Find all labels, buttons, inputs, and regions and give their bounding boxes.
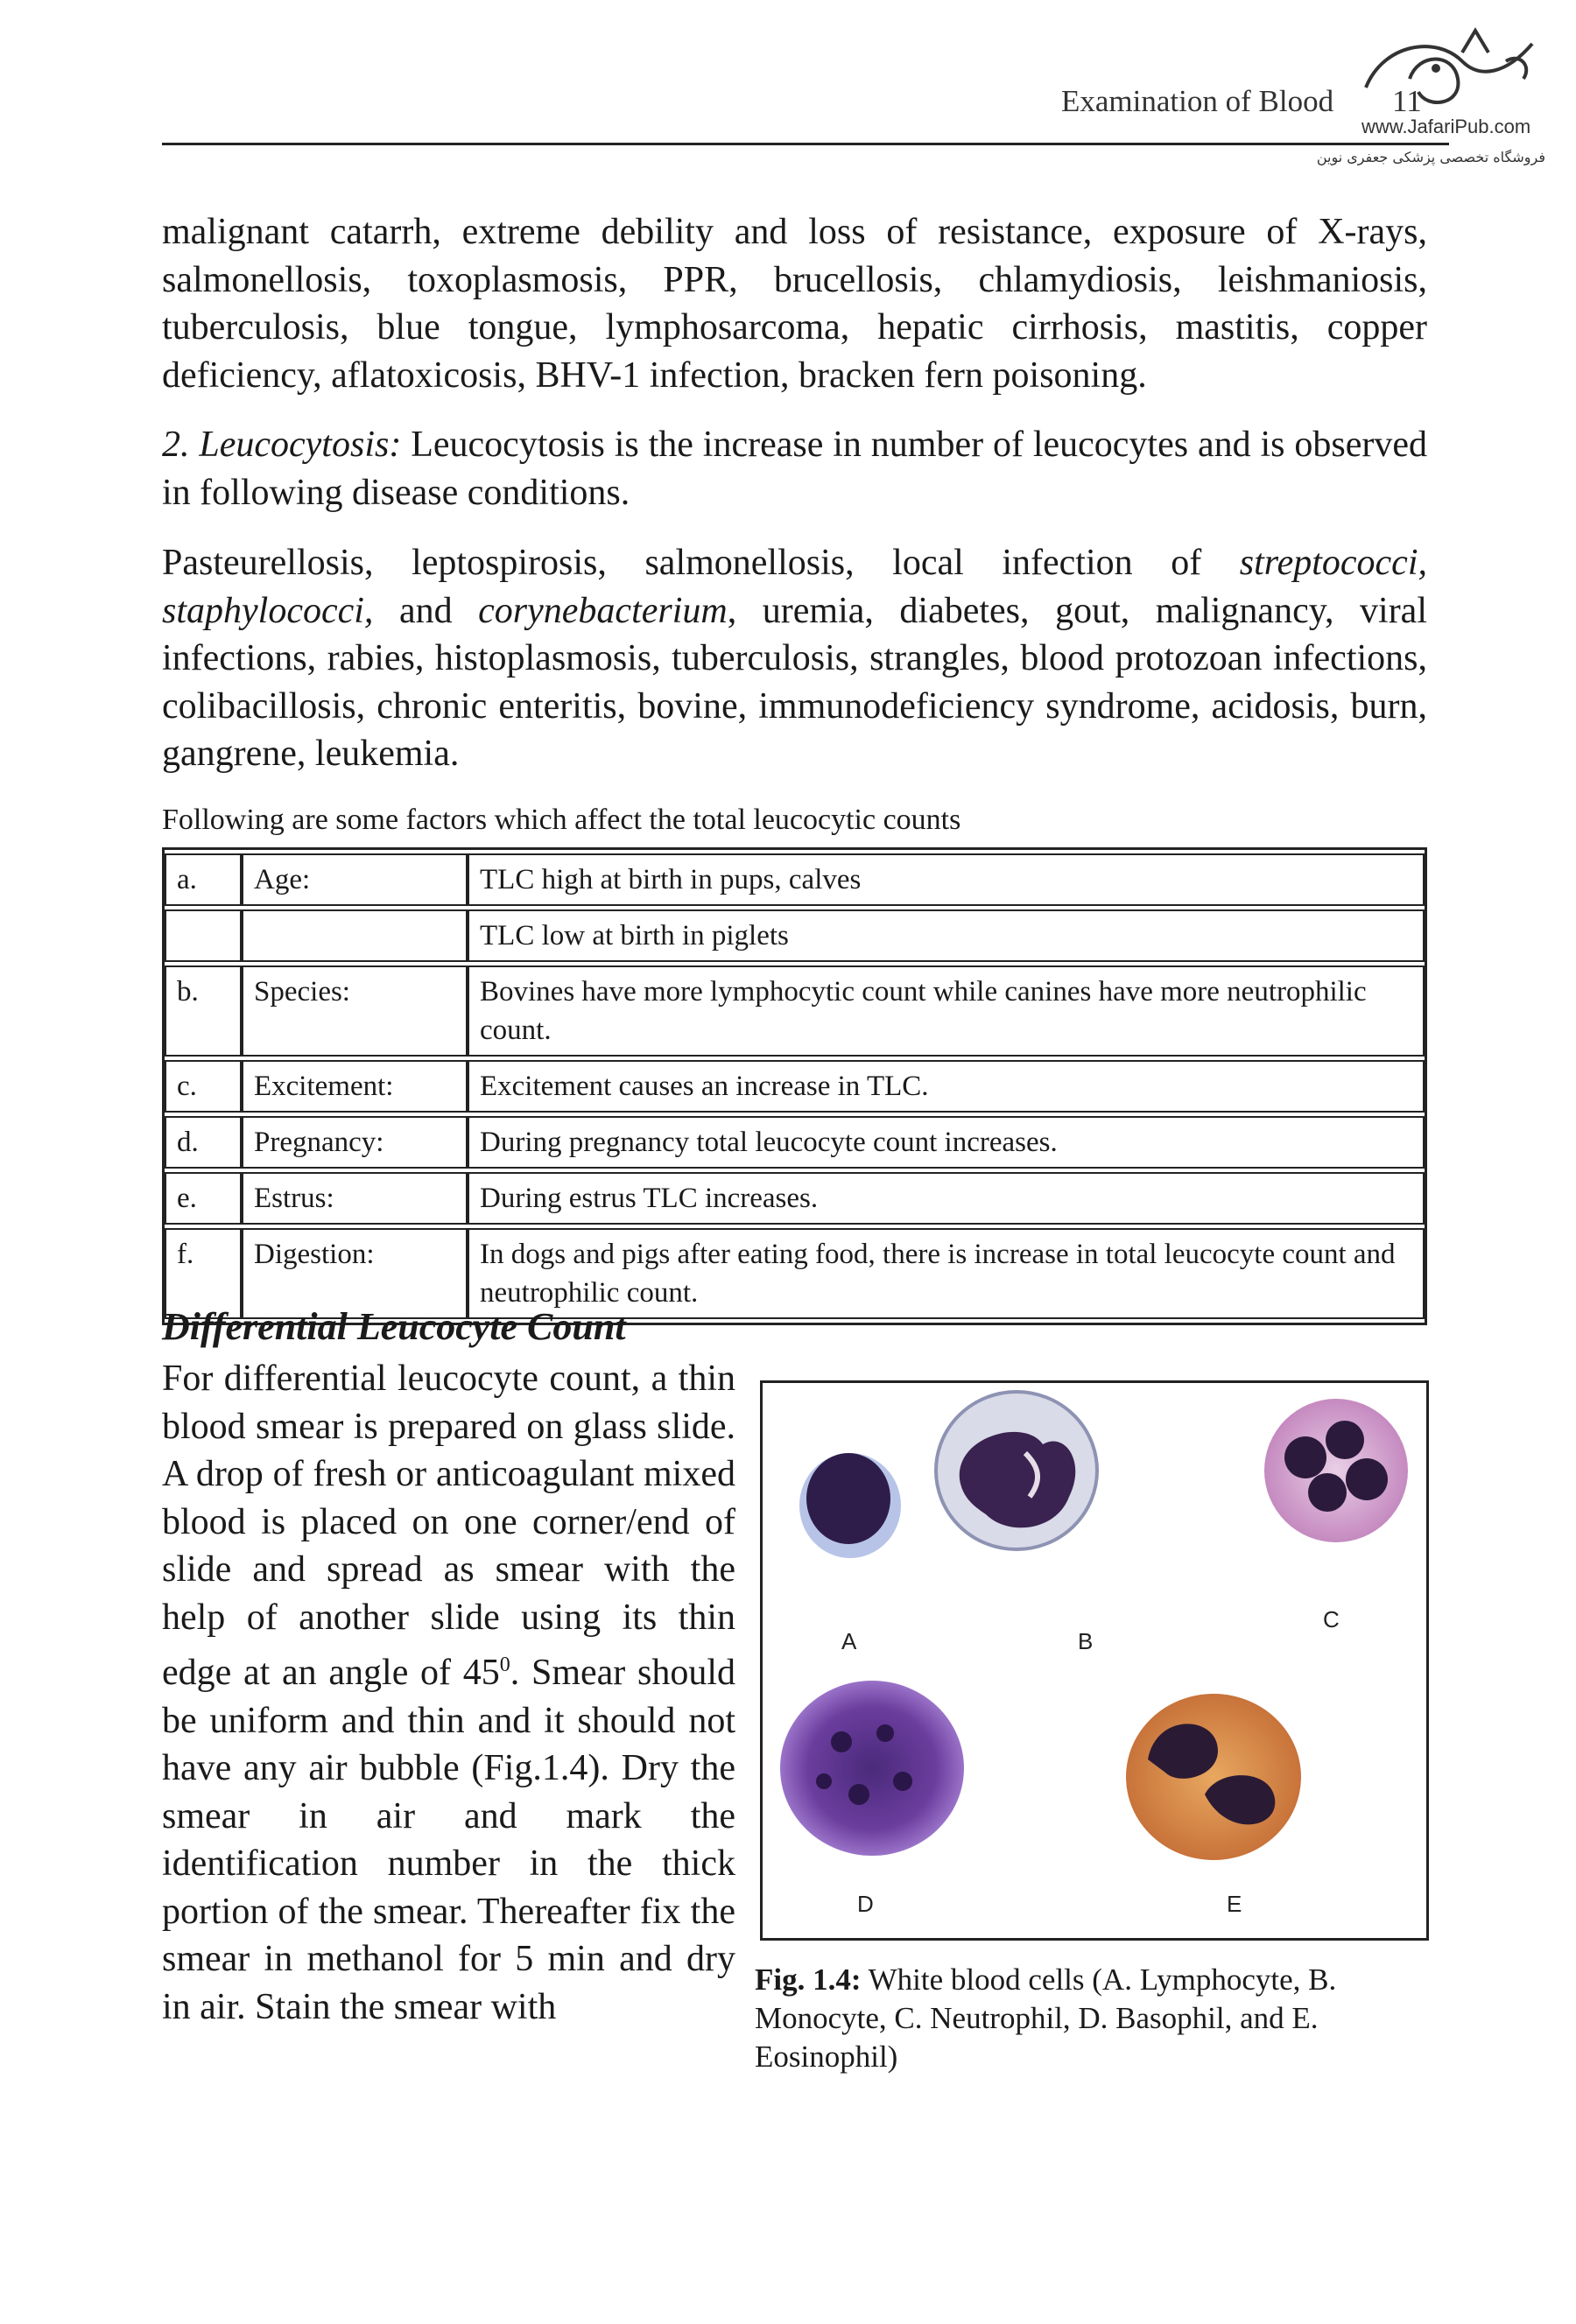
conditions-text-3: , uremia, diabetes, gout, malignancy, viral infections, rabies, histoplasmosis, tuberculosis, strangles, blood protozoan infections, colibacillosis, chronic enteritis, bovine, immunodeficiency syndrome, acidosis, burn, gangrene, leukemia. bbox=[162, 590, 1427, 774]
degree-superscript: 0 bbox=[499, 1653, 510, 1676]
tlc-factors-table bbox=[162, 847, 1427, 1325]
row-factor: Species: bbox=[242, 965, 468, 1057]
figure-caption bbox=[755, 1961, 1438, 2076]
dlc-text-1: For differential leucocyte count, a thin blood smear is prepared on glass slide. A drop of fresh or anticoagulant mixed blood is placed on one corner/end of slide and spread as smear with the help of another slide using its thin edge at an angle of 45 bbox=[162, 1359, 735, 1693]
table-caption: Following are some factors which affect the total leucocytic counts bbox=[162, 804, 961, 836]
row-letter: d. bbox=[165, 1116, 242, 1169]
row-letter: a. bbox=[165, 853, 242, 906]
row-factor: Estrus: bbox=[242, 1172, 468, 1225]
running-header-title: Examination of Blood bbox=[1061, 84, 1334, 118]
section-heading: Differential Leucocyte Count bbox=[162, 1305, 626, 1348]
row-effect: In dogs and pigs after eating food, there is increase in total leucocyte count and neutrophilic count. bbox=[468, 1228, 1425, 1319]
monocyte-cell bbox=[936, 1392, 1097, 1549]
leucocytosis-label: 2. Leucocytosis: bbox=[162, 425, 402, 465]
basophil-cell bbox=[780, 1681, 964, 1856]
label-c: C bbox=[1323, 1606, 1340, 1632]
conditions-text-1: Pasteurellosis, leptospirosis, salmonellosis, local infection of bbox=[162, 543, 1240, 583]
row-effect: TLC high at birth in pups, calves bbox=[468, 853, 1425, 906]
label-d: D bbox=[857, 1891, 874, 1917]
row-letter: f. bbox=[165, 1228, 242, 1319]
dlc-text-2: . Smear should be uniform and thin and it should not have any air bubble (Fig.1.4). Dry the smear in air and mark the identification number in the thick portion of the smear. Thereafter fix the smear in methanol for 5 min and dry in air. Stain the smear with bbox=[162, 1653, 735, 2027]
label-b: B bbox=[1078, 1628, 1094, 1654]
row-letter: e. bbox=[165, 1172, 242, 1225]
table-row bbox=[165, 965, 1425, 1057]
neutrophil-cell bbox=[1264, 1399, 1408, 1542]
row-letter bbox=[165, 909, 242, 962]
label-e: E bbox=[1227, 1891, 1242, 1917]
figure-caption-label: Fig. 1.4: bbox=[755, 1962, 862, 1997]
lymphocyte-cell bbox=[799, 1453, 901, 1558]
table-row bbox=[165, 909, 1425, 962]
label-a: A bbox=[841, 1628, 857, 1654]
row-factor: Pregnancy: bbox=[242, 1116, 468, 1169]
row-letter: c. bbox=[165, 1060, 242, 1113]
conditions-text-2: and bbox=[373, 590, 479, 631]
table-row bbox=[165, 1060, 1425, 1113]
row-effect: Excitement causes an increase in TLC. bbox=[468, 1060, 1425, 1113]
row-factor bbox=[242, 909, 468, 962]
row-letter: b. bbox=[165, 965, 242, 1057]
table-row bbox=[165, 853, 1425, 906]
eosinophil-cell bbox=[1126, 1694, 1301, 1860]
table-row bbox=[165, 1116, 1425, 1169]
table-row bbox=[165, 1172, 1425, 1225]
row-effect: TLC low at birth in piglets bbox=[468, 909, 1425, 962]
row-effect: Bovines have more lymphocytic count while canines have more neutrophilic count. bbox=[468, 965, 1425, 1057]
conditions-italic-2: corynebacterium bbox=[478, 590, 728, 631]
row-effect: During estrus TLC increases. bbox=[468, 1172, 1425, 1225]
paragraph-leucocytosis bbox=[162, 421, 1427, 516]
row-factor: Excitement: bbox=[242, 1060, 468, 1113]
figure-caption-text: White blood cells (A. Lymphocyte, B. Monocyte, C. Neutrophil, D. Basophil, and E. Eosinophil) bbox=[755, 1962, 1337, 2074]
publisher-tagline: فروشگاه تخصصی پزشکی جعفری نوین bbox=[1316, 149, 1545, 165]
publisher-url: www.JafariPub.com bbox=[1361, 116, 1531, 137]
conditions-italic-1: streptococci, staphylococci, bbox=[162, 543, 1427, 631]
wbc-figure bbox=[760, 1380, 1429, 1941]
page-number: 11 bbox=[1392, 84, 1422, 118]
wbc-illustration bbox=[763, 1383, 1426, 1938]
row-factor: Digestion: bbox=[242, 1228, 468, 1319]
leucocytosis-text: Leucocytosis is the increase in number of leucocytes and is observed in following disease conditions. bbox=[162, 425, 1427, 513]
row-factor: Age: bbox=[242, 853, 468, 906]
header-divider bbox=[162, 143, 1449, 145]
paragraph-leucopenia-causes: malignant catarrh, extreme debility and loss of resistance, exposure of X-rays, salmonellosis, toxoplasmosis, PPR, brucellosis, chlamydiosis, leishmaniosis, tuberculosis, blue tongue, lymphosarcoma, hepatic cirrhosis, mastitis, copper deficiency, aflatoxicosis, BHV-1 infection, bracken fern poisoning. bbox=[162, 212, 1427, 396]
dlc-paragraph bbox=[162, 1355, 735, 2031]
row-effect: During pregnancy total leucocyte count increases. bbox=[468, 1116, 1425, 1169]
paragraph-leucocytosis-conditions bbox=[162, 539, 1427, 778]
